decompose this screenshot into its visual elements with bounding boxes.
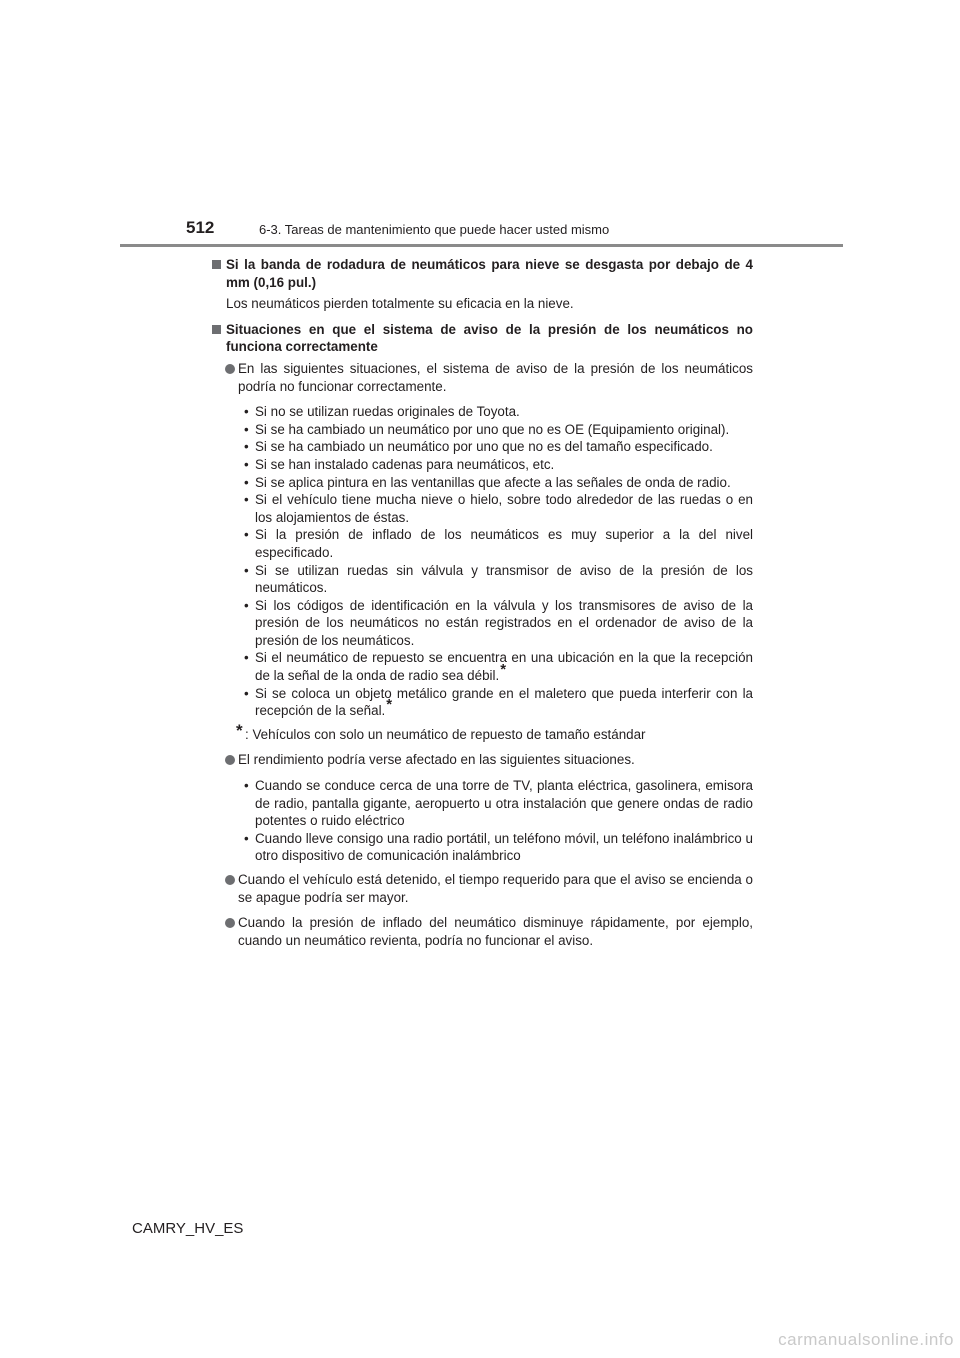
circle-item: [212, 914, 753, 949]
page-body: [212, 256, 753, 957]
list-item: • Si se coloca un objeto metálico grande en el maletero que pueda interferir con la recepción de la señal.*: [244, 685, 753, 719]
list-item: • Si se aplica pintura en las ventanillas que afecte a las señales de onda de radio.: [244, 474, 731, 490]
model-code: CAMRY_HV_ES: [132, 1220, 244, 1237]
circle-bullet-icon: [225, 755, 235, 765]
section-heading-text: Si la banda de rodadura de neumáticos para nieve se desgasta por debajo de 4 mm (0,16 pul.): [226, 257, 753, 290]
circle-item: [212, 751, 753, 769]
section-title: 6-3. Tareas de mantenimiento que puede hacer usted mismo: [259, 222, 610, 237]
list-item: • Si se ha cambiado un neumático por uno que no es del tamaño especificado.: [244, 439, 713, 455]
footnote-star: *: [236, 720, 243, 740]
footnote-marker: *: [386, 696, 393, 714]
list-item: • Si el neumático de repuesto se encuentra en una ubicación en la que la recepción de la señal de la onda de radio sea débil.*: [244, 650, 753, 684]
list-item: • Si se han instalado cadenas para neumáticos, etc.: [244, 456, 555, 472]
watermark: carmanualsonline.info: [778, 1330, 954, 1349]
circle-bullet-icon: [225, 918, 235, 928]
section-heading: [212, 256, 753, 291]
condition-list: [212, 777, 753, 865]
list-item: • Si el vehículo tiene mucha nieve o hielo, sobre todo alrededor de las ruedas o en los alojamientos de éstas.: [244, 492, 753, 525]
square-bullet-icon: [212, 325, 221, 334]
circle-item: [212, 871, 753, 906]
footnote-text: : Vehículos con solo un neumático de repuesto de tamaño estándar: [245, 726, 646, 742]
list-item: • Si se ha cambiado un neumático por uno que no es OE (Equipamiento original).: [244, 421, 730, 437]
circle-item-text: Cuando el vehículo está detenido, el tiempo requerido para que el aviso se encienda o se apague podría ser mayor.: [238, 872, 753, 905]
circle-item: [212, 360, 753, 395]
circle-bullet-icon: [225, 875, 235, 885]
list-item: • Cuando se conduce cerca de una torre de TV, planta eléctrica, gasolinera, emisora de radio, pantalla gigante, aeropuerto u otra instalación que genere ondas de radio potentes o ruido eléctrico: [244, 778, 753, 829]
page-number: 512: [186, 218, 215, 237]
circle-item-text: El rendimiento podría verse afectado en las siguientes situaciones.: [238, 752, 635, 768]
list-item: • Si los códigos de identificación en la válvula y los transmisores de aviso de la presión de los neumáticos no están registrados en el ordenador de aviso de la presión de los neumáticos.: [244, 597, 753, 648]
section-heading-text: Situaciones en que el sistema de aviso de la presión de los neumáticos no funciona correctamente: [226, 321, 753, 355]
section-paragraph: Los neumáticos pierden totalmente su eficacia en la nieve.: [226, 296, 574, 312]
list-item: • Si la presión de inflado de los neumáticos es muy superior a la del nivel especificado.: [244, 527, 753, 560]
circle-item-text: En las siguientes situaciones, el sistema de aviso de la presión de los neumáticos podría no funcionar correctamente.: [238, 360, 753, 394]
list-item: • Si no se utilizan ruedas originales de Toyota.: [244, 404, 520, 420]
square-bullet-icon: [212, 260, 221, 269]
list-item: • Cuando lleve consigo una radio portátil, un teléfono móvil, un teléfono inalámbrico u otro dispositivo de comunicación inalámbrico: [244, 830, 753, 864]
condition-list: [212, 403, 753, 720]
footnote: [212, 720, 753, 744]
list-item: • Si se utilizan ruedas sin válvula y transmisor de aviso de la presión de los neumáticos.: [244, 562, 753, 596]
circle-bullet-icon: [225, 364, 235, 374]
section-heading: [212, 321, 753, 356]
footnote-marker: *: [500, 661, 507, 679]
circle-item-text: Cuando la presión de inflado del neumático disminuye rápidamente, por ejemplo, cuando un neumático revienta, podría no funcionar el aviso.: [238, 915, 753, 948]
header-divider: [120, 244, 843, 247]
